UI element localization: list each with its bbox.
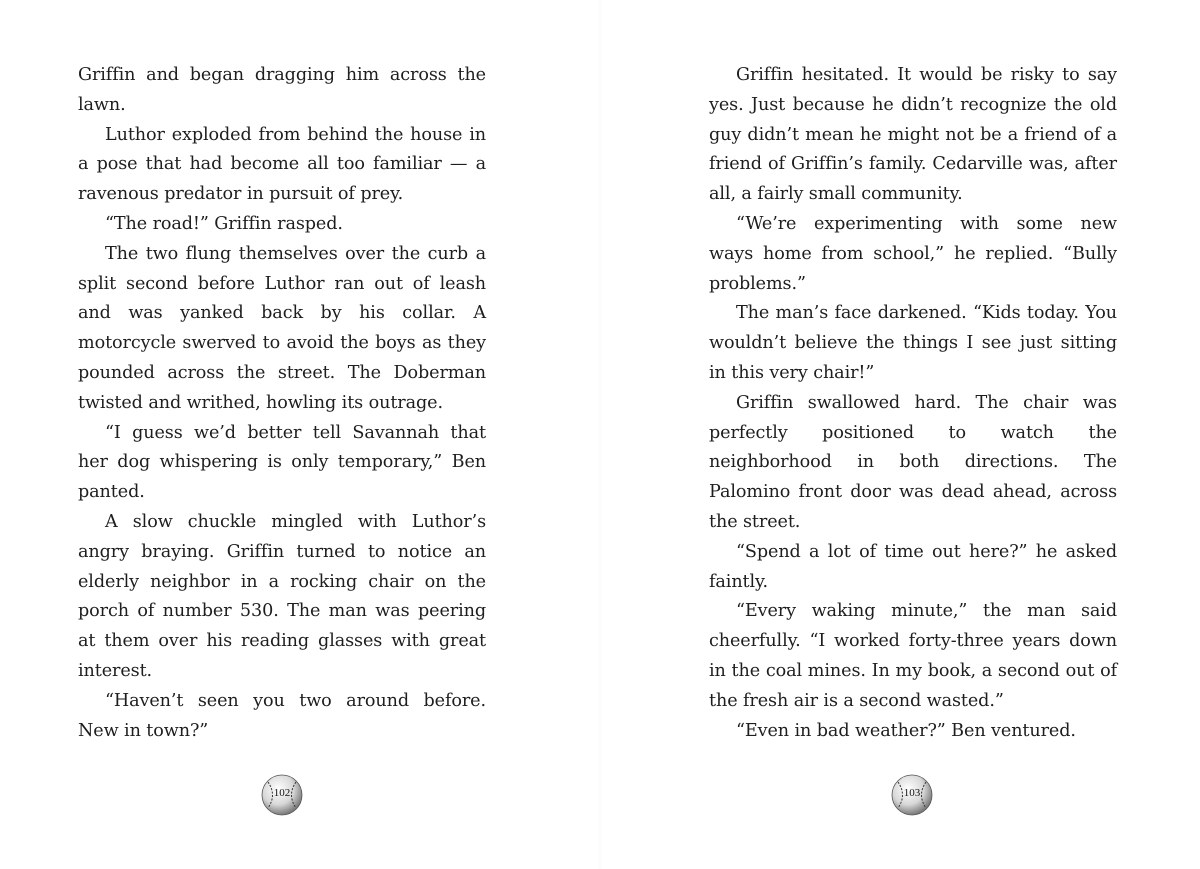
right-page-text — [709, 61, 1117, 746]
paragraph: A slow chuckle mingled with Luthor’s angry braying. Griffin turned to notice an elderly neighbor in a rocking chair on the porch of number 530. The man was peering at them over his reading glasses with great interest. — [78, 511, 486, 681]
paragraph: The two flung themselves over the curb a split second before Luthor ran out of leash and was yanked back by his collar. A motorcycle swerved to avoid the boys as they pounded across the street. The Doberman twisted and writhed, howling its outrage. — [78, 243, 486, 413]
paragraph: Luthor exploded from behind the house in a pose that had become all too familiar — a ravenous predator in pursuit of prey. — [78, 124, 486, 205]
paragraph: “Spend a lot of time out here?” he asked faintly. — [709, 541, 1117, 592]
page-gutter — [598, 0, 602, 869]
paragraph: “I guess we’d better tell Savannah that her dog whispering is only temporary,” Ben panted. — [78, 422, 486, 503]
page-number: 103 — [903, 787, 921, 799]
page-number: 102 — [273, 787, 291, 799]
paragraph: “Haven’t seen you two around before. New in town?” — [78, 690, 486, 741]
paragraph: “Every waking minute,” the man said cheerfully. “I worked forty-three years down in the coal mines. In my book, a second out of the fresh air is a second wasted.” — [709, 601, 1117, 711]
paragraph: Griffin hesitated. It would be risky to say yes. Just because he didn’t recognize the old guy didn’t mean he might not be a friend of a friend of Griffin’s family. Cedarville was, after all, a fairly small community. — [709, 65, 1117, 205]
paragraph: “We’re experimenting with some new ways home from school,” he replied. “Bully problems.” — [709, 213, 1117, 294]
paragraph: Griffin swallowed hard. The chair was perfectly positioned to watch the neighborhood in both directions. The Palomino front door was dead ahead, across the street. — [709, 392, 1117, 532]
left-page-text — [78, 61, 486, 746]
paragraph: “Even in bad weather?” Ben ventured. — [736, 720, 1076, 741]
paragraph: The man’s face darkened. “Kids today. You wouldn’t believe the things I see just sitting in this very chair!” — [709, 303, 1117, 383]
paragraph: “The road!” Griffin rasped. — [105, 213, 343, 234]
page-number-right — [891, 774, 933, 816]
page-number-left — [261, 774, 303, 816]
paragraph: Griffin and began dragging him across the lawn. — [78, 65, 486, 115]
